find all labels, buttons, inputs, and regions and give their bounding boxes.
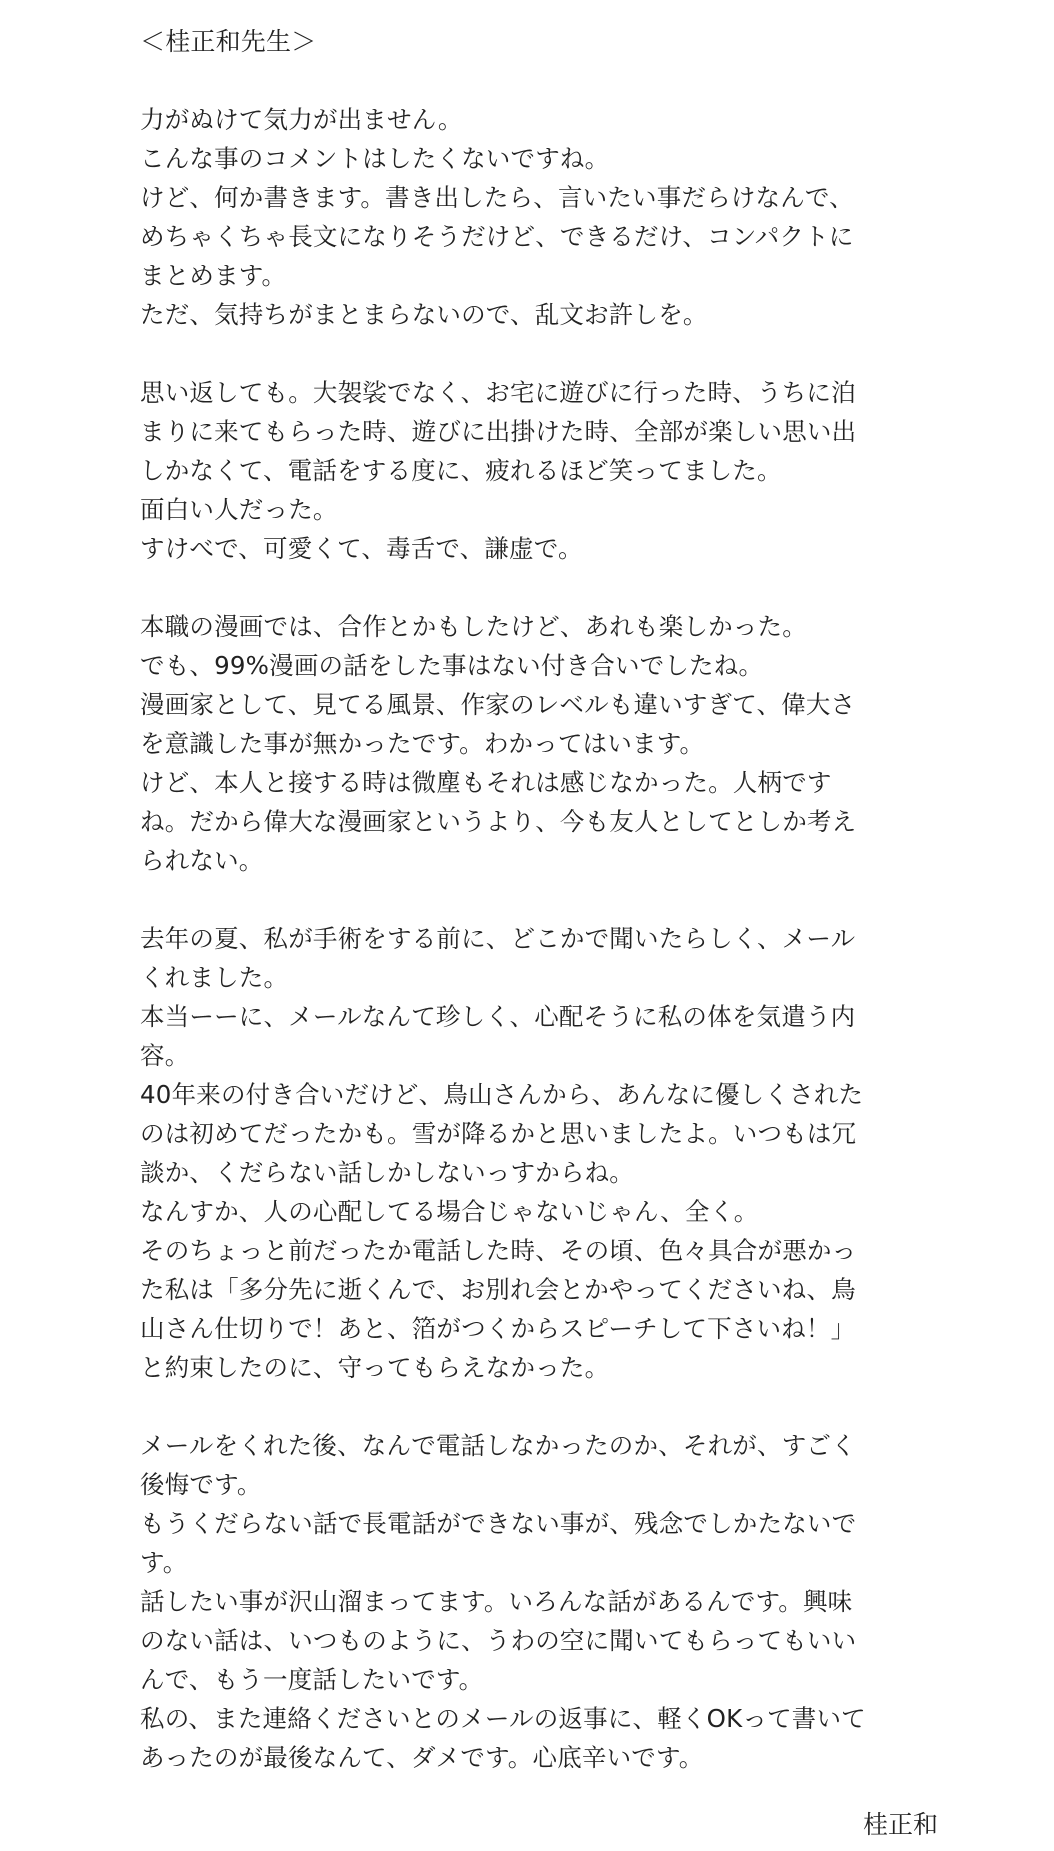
text-line: まりに来てもらった時、遊びに出掛けた時、全部が楽しい思い出	[140, 417, 857, 446]
text-line: こんな事のコメントはしたくないですね。	[140, 144, 610, 173]
text-line: あったのが最後なんて、ダメです。心底辛いです。	[140, 1743, 704, 1772]
text-line: 本職の漫画では、合作とかもしたけど、あれも楽しかった。	[140, 612, 807, 641]
text-line: んで、もう一度話したいです。	[140, 1665, 484, 1694]
text-line: くれました。	[140, 963, 289, 992]
letter-title: ＜桂正和先生＞	[140, 27, 317, 56]
text-line: 談か、くだらない話しかしないっすからね。	[140, 1158, 634, 1187]
text-line: もうくだらない話で長電話ができない事が、残念でしかたないで	[140, 1509, 857, 1538]
paragraph-gap	[140, 334, 930, 373]
paragraph-gap	[140, 1387, 930, 1426]
text-line: 思い返しても。大袈裟でなく、お宅に遊びに行った時、うちに泊	[140, 378, 856, 407]
text-line: ね。だから偉大な漫画家というより、今も友人としてとしか考え	[140, 807, 857, 836]
paragraph-3	[140, 607, 930, 880]
text-line: めちゃくちゃ長文になりそうだけど、できるだけ、コンパクトに	[140, 222, 854, 251]
paragraph-gap	[140, 880, 930, 919]
text-line: 本当ーーに、メールなんて珍しく、心配そうに私の体を気遣う内	[140, 1002, 856, 1031]
text-line: まとめます。	[140, 261, 287, 290]
text-line: 漫画家として、見てる風景、作家のレベルも違いすぎて、偉大さ	[140, 690, 856, 719]
text-line: メールをくれた後、なんで電話しなかったのか、それが、すごく	[140, 1431, 856, 1460]
text-line: 話したい事が沢山溜まってます。いろんな話があるんです。興味	[140, 1587, 853, 1616]
text-line: 私の、また連絡くださいとのメールの返事に、軽くOKって書いて	[140, 1704, 866, 1733]
text-line: 力がぬけて気力が出ません。	[140, 105, 463, 134]
text-line: 後悔です。	[140, 1470, 262, 1499]
paragraph-1	[140, 100, 930, 334]
text-line: のない話は、いつものように、うわの空に聞いてもらってもいい	[140, 1626, 857, 1655]
text-line: ただ、気持ちがまとまらないので、乱文お許しを。	[140, 300, 708, 329]
text-line: なんすか、人の心配してる場合じゃないじゃん、全く。	[140, 1197, 759, 1226]
text-line: られない。	[140, 846, 264, 875]
paragraph-gap	[140, 61, 930, 100]
paragraph-4	[140, 919, 930, 1387]
text-line: す。	[140, 1548, 188, 1577]
text-line: しかなくて、電話をする度に、疲れるほど笑ってました。	[140, 456, 782, 485]
text-line: 面白い人だった。	[140, 495, 338, 524]
text-line: 去年の夏、私が手術をする前に、どこかで聞いたらしく、メール	[140, 924, 856, 953]
text-line: のは初めてだったかも。雪が降るかと思いましたよ。いつもは冗	[140, 1119, 857, 1148]
text-line: 山さん仕切りで！あと、箔がつくからスピーチして下さいね！」	[140, 1314, 856, 1343]
text-line: た私は「多分先に逝くんで、お別れ会とかやってくださいね、鳥	[140, 1275, 856, 1304]
letter-body	[140, 22, 930, 1777]
letter-signature: 桂正和	[862, 1810, 938, 1839]
paragraph-5	[140, 1426, 930, 1777]
text-line: 40年来の付き合いだけど、鳥山さんから、あんなに優しくされた	[140, 1080, 864, 1109]
paragraph-gap	[140, 568, 930, 607]
text-line: けど、本人と接する時は微塵もそれは感じなかった。人柄です	[140, 768, 832, 797]
text-line: でも、99%漫画の話をした事はない付き合いでしたね。	[140, 651, 764, 680]
text-line: を意識した事が無かったです。わかってはいます。	[140, 729, 705, 758]
text-line: そのちょっと前だったか電話した時、その頃、色々具合が悪かっ	[140, 1236, 857, 1265]
text-line: けど、何か書きます。書き出したら、言いたい事だらけなんで、	[140, 183, 854, 212]
text-line: と約束したのに、守ってもらえなかった。	[140, 1353, 610, 1382]
paragraph-2	[140, 373, 930, 568]
text-line: 容。	[140, 1041, 190, 1070]
text-line: すけべで、可愛くて、毒舌で、謙虚で。	[140, 534, 583, 563]
